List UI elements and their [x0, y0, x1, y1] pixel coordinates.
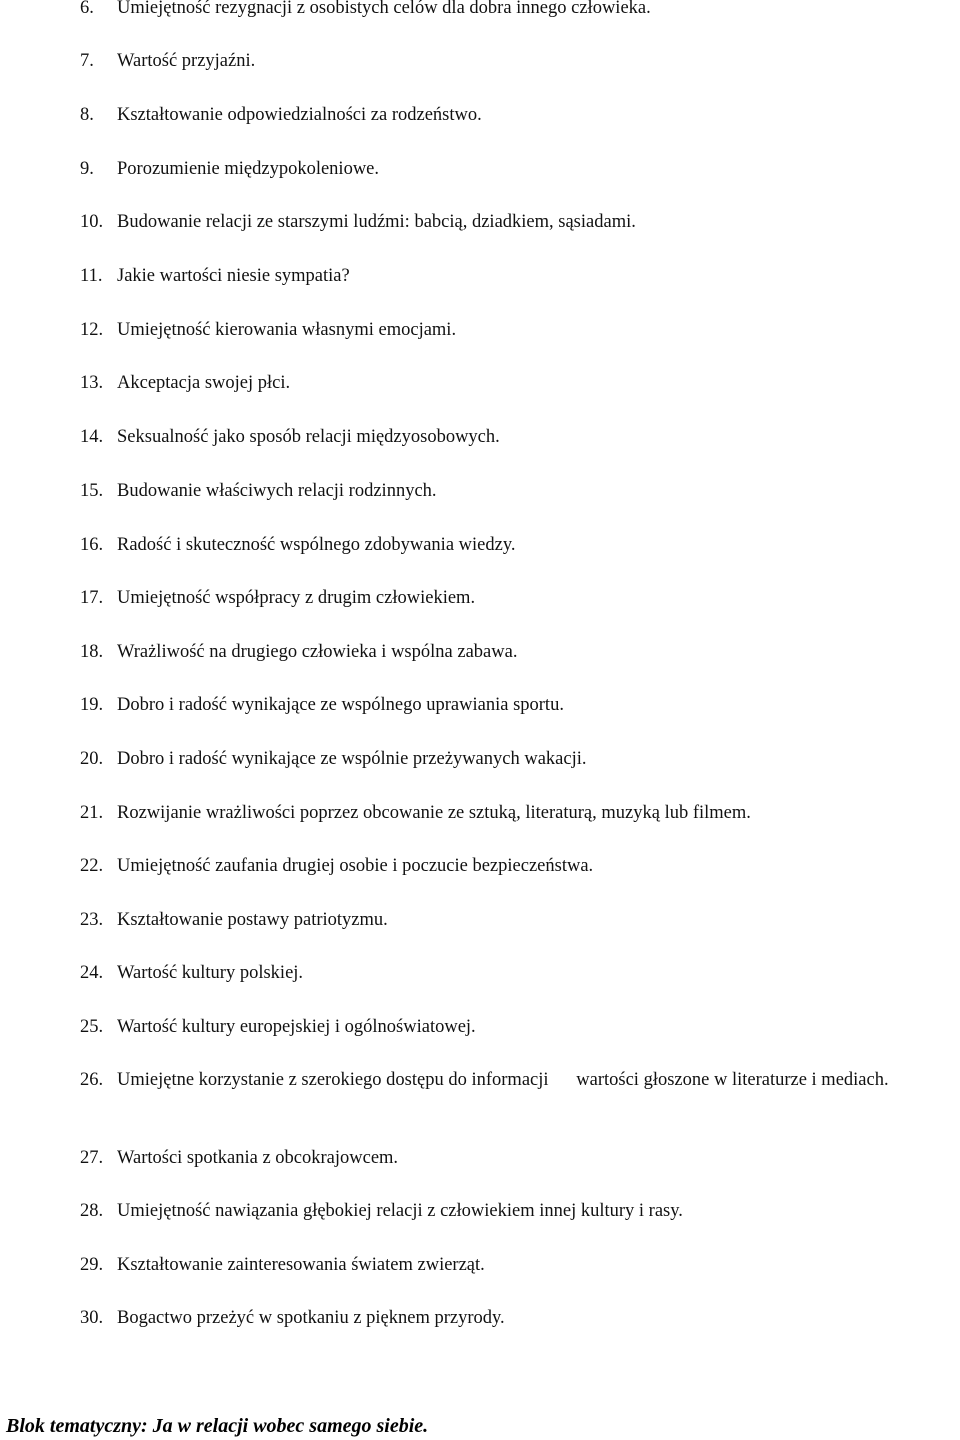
list-item-text: Radość i skuteczność wspólnego zdobywania wiedzy.	[117, 535, 516, 555]
list-item-number: 10.	[80, 212, 104, 232]
list-item-number: 11.	[80, 266, 103, 286]
list-item-text: Bogactwo przeżyć w spotkaniu z pięknem przyrody.	[117, 1308, 505, 1328]
list-item-number: 27.	[80, 1148, 104, 1168]
list-item-text: Rozwijanie wrażliwości poprzez obcowanie ze sztuką, literaturą, muzyką lub filmem.	[117, 803, 751, 823]
list-item-number: 9.	[80, 159, 94, 179]
list-item-text: Budowanie właściwych relacji rodzinnych.	[117, 481, 437, 501]
list-item-text: Wartości spotkania z obcokrajowcem.	[117, 1148, 399, 1168]
list-item-number: 19.	[80, 695, 104, 715]
list-item-text: Akceptacja swojej płci.	[117, 373, 291, 393]
list-item-text: Seksualność jako sposób relacji międzyosobowych.	[117, 427, 500, 447]
list-item-text: Budowanie relacji ze starszymi ludźmi: babcią, dziadkiem, sąsiadami.	[117, 212, 636, 232]
list-item-number: 17.	[80, 588, 104, 608]
list-item-text: Umiejętność kierowania własnymi emocjami.	[117, 320, 457, 340]
list-item-text: Wartość kultury europejskiej i ogólnoświatowej.	[117, 1017, 476, 1037]
list-item-number: 26.	[80, 1070, 104, 1090]
list-item-text: Wartość przyjaźni.	[117, 51, 256, 71]
list-item-number: 29.	[80, 1255, 104, 1275]
list-item-number: 28.	[80, 1201, 104, 1221]
list-item-number: 18.	[80, 642, 104, 662]
list-item-text: Dobro i radość wynikające ze wspólnie przeżywanych wakacji.	[117, 749, 587, 769]
list-item-text: Wartość kultury polskiej.	[117, 963, 304, 983]
list-item-number: 20.	[80, 749, 104, 769]
list-item-number: 25.	[80, 1017, 104, 1037]
list-item-number: 21.	[80, 803, 104, 823]
list-item-text: Kształtowanie postawy patriotyzmu.	[117, 910, 388, 930]
list-item-number: 16.	[80, 535, 104, 555]
list-item-text: Umiejętność współpracy z drugim człowiekiem.	[117, 588, 476, 608]
list-item-number: 13.	[80, 373, 104, 393]
list-item-text: Kształtowanie odpowiedzialności za rodzeństwo.	[117, 105, 482, 125]
list-item-text: Umiejętność nawiązania głębokiej relacji z człowiekiem innej kultury i rasy.	[117, 1201, 683, 1221]
list-item-text: Jakie wartości niesie sympatia?	[117, 266, 350, 286]
section-heading: Blok tematyczny: Ja w relacji wobec samego siebie.	[6, 1415, 429, 1437]
list-item-number: 12.	[80, 320, 104, 340]
list-item-text: Umiejętność zaufania drugiej osobie i poczucie bezpieczeństwa.	[117, 856, 594, 876]
list-item-text: Wrażliwość na drugiego człowieka i wspólna zabawa.	[117, 642, 518, 662]
list-item-number: 7.	[80, 51, 94, 71]
list-item-text: Porozumienie międzypokoleniowe.	[117, 159, 380, 179]
list-item-number: 15.	[80, 481, 104, 501]
list-item-text: Dobro i radość wynikające ze wspólnego uprawiania sportu.	[117, 695, 564, 715]
list-item-text: Umiejętne korzystanie z szerokiego dostępu do informacji wartości głoszone w literaturze i mediach.	[117, 1070, 889, 1090]
list-item-number: 8.	[80, 105, 94, 125]
list-item-text: Kształtowanie zainteresowania światem zwierząt.	[117, 1255, 485, 1275]
list-item-number: 14.	[80, 427, 104, 447]
list-item-number: 30.	[80, 1308, 104, 1328]
list-item-number: 23.	[80, 910, 104, 930]
list-item-number: 22.	[80, 856, 104, 876]
list-item-number: 6.	[80, 0, 94, 18]
list-item-number: 24.	[80, 963, 104, 983]
list-item-text: Umiejętność rezygnacji z osobistych celów dla dobra innego człowieka.	[117, 0, 651, 18]
